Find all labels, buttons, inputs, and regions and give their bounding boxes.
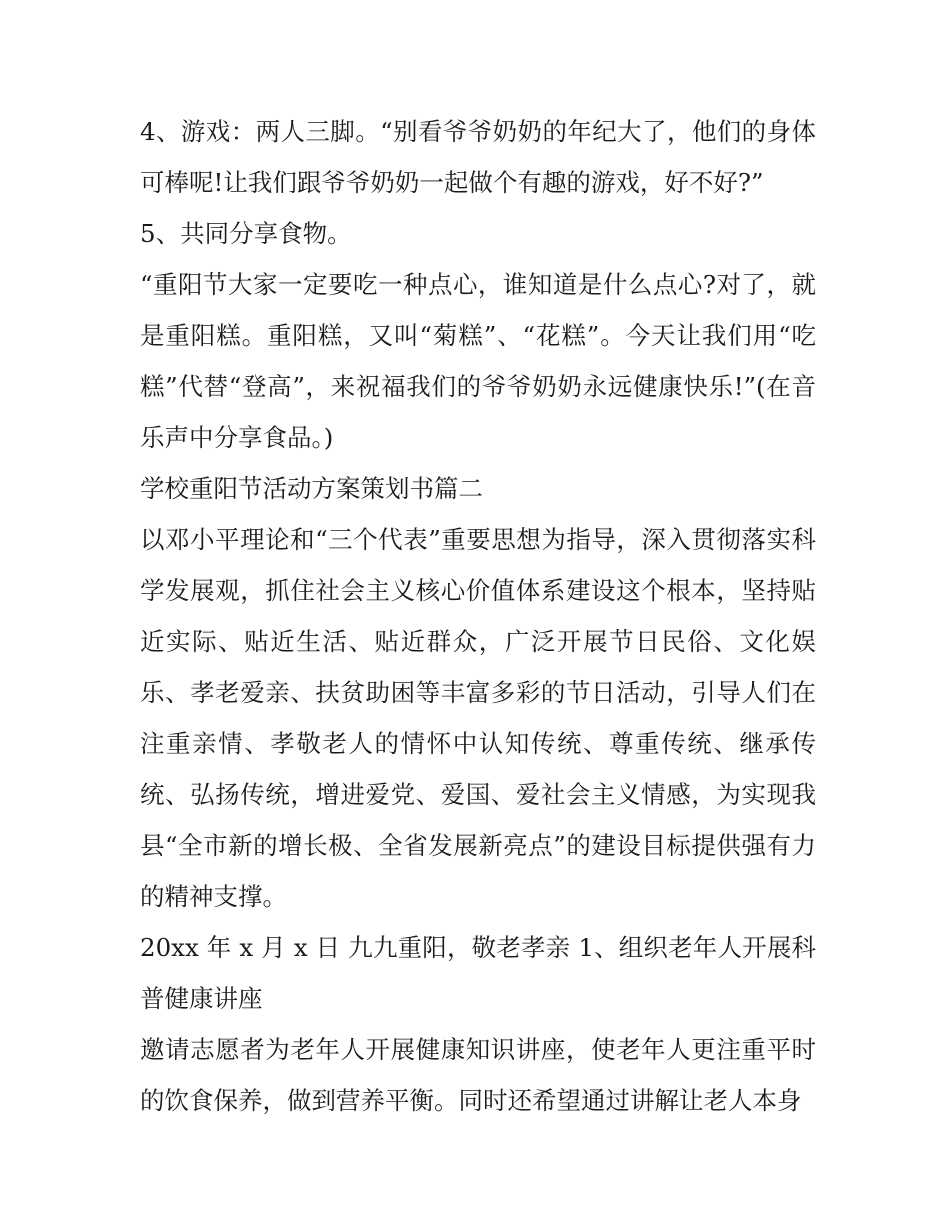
paragraph-guiding-idea: 以邓小平理论和“三个代表”重要思想为指导，深入贯彻落实科学发展观，抓住社会主义核心价值体系建设这个根本，坚持贴近实际、贴近生活、贴近群众，广泛开展节日民俗、文化娱乐、孝老爱亲、扶贫助困等丰富多彩的节日活动，引导人们在注重亲情、孝敬老人的情怀中认知传统、尊重传统、继承传统、弘扬传统，增进爱党、爱国、爱社会主义情感，为实现我县“全市新的增长极、全省发展新亮点”的建设目标提供强有力的精神支撑。 <box>140 525 816 911</box>
section-heading: 学校重阳节活动方案策划书篇二 <box>140 474 483 503</box>
document-body <box>140 106 816 1126</box>
paragraph-health-lecture: 邀请志愿者为老年人开展健康知识讲座，使老年人更注重平时的饮食保养，做到营养平衡。同时还希望通过讲解让老人本身 <box>140 1035 816 1115</box>
paragraph-chongyang-cake: “重阳节大家一定要吃一种点心，谁知道是什么点心?对了，就是重阳糕。重阳糕，又叫“菊糕”、“花糕”。今天让我们用“吃糕”代替“登高”，来祝福我们的爷爷奶奶永远健康快乐!”(在音乐声中分享食品。) <box>140 270 816 452</box>
paragraph-game: 4、游戏：两人三脚。“别看爷爷奶奶的年纪大了，他们的身体可棒呢!让我们跟爷爷奶奶一起做个有趣的游戏，好不好?” <box>140 117 816 197</box>
paragraph-share-food: 5、共同分享食物。 <box>140 219 352 248</box>
paragraph-date-theme: 20xx 年 x 月 x 日 九九重阳，敬老孝亲 1、组织老年人开展科普健康讲座 <box>140 933 816 1013</box>
